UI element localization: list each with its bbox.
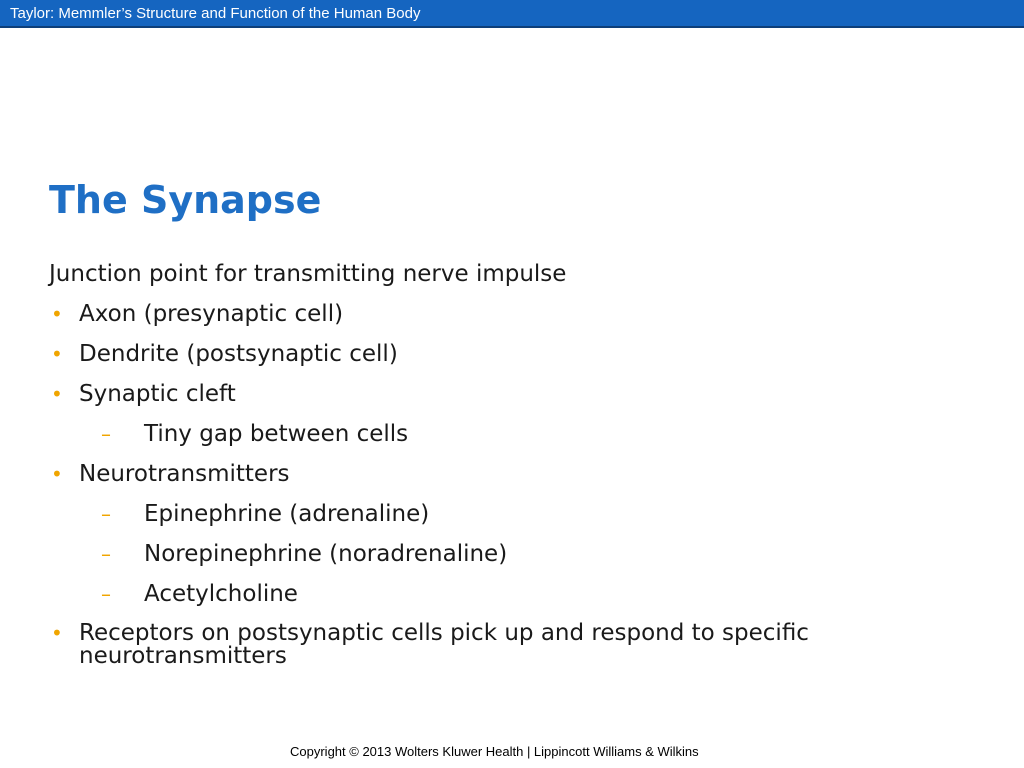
sub-bullet-item bbox=[49, 498, 949, 538]
sub-bullet-text: Norepinephrine (noradrenaline) bbox=[144, 541, 508, 567]
bullet-text: Axon (presynaptic cell) bbox=[79, 301, 344, 327]
header-text: Taylor: Memmler’s Structure and Function of the Human Body bbox=[10, 5, 421, 22]
bullet-icon: • bbox=[51, 382, 63, 406]
bullet-text: Synaptic cleft bbox=[79, 381, 236, 407]
dash-icon: – bbox=[101, 422, 111, 446]
bullet-icon: • bbox=[51, 302, 63, 326]
slide-title: The Synapse bbox=[49, 178, 322, 222]
bullet-icon: • bbox=[51, 621, 63, 645]
dash-icon: – bbox=[101, 502, 111, 526]
sub-bullet-text: Acetylcholine bbox=[144, 581, 298, 607]
bullet-item bbox=[49, 378, 949, 418]
bullet-text: Receptors on postsynaptic cells pick up and respond to specific neurotransmitters bbox=[79, 620, 809, 669]
bullet-text: Neurotransmitters bbox=[79, 461, 290, 487]
bullet-item bbox=[49, 338, 949, 378]
bullet-item bbox=[49, 618, 949, 668]
bullet-item bbox=[49, 298, 949, 338]
sub-bullet-item bbox=[49, 578, 949, 618]
bullet-item bbox=[49, 458, 949, 498]
bullet-icon: • bbox=[51, 342, 63, 366]
intro-text: Junction point for transmitting nerve impulse bbox=[49, 261, 567, 287]
dash-icon: – bbox=[101, 542, 111, 566]
sub-bullet-item bbox=[49, 538, 949, 578]
dash-icon: – bbox=[101, 582, 111, 606]
bullet-icon: • bbox=[51, 462, 63, 486]
bullet-text: Dendrite (postsynaptic cell) bbox=[79, 341, 398, 367]
sub-bullet-text: Epinephrine (adrenaline) bbox=[144, 501, 430, 527]
header-bar bbox=[0, 0, 1024, 28]
sub-bullet-item bbox=[49, 418, 949, 458]
slide-body bbox=[49, 258, 949, 668]
sub-bullet-text: Tiny gap between cells bbox=[144, 421, 409, 447]
copyright-footer: Copyright © 2013 Wolters Kluwer Health | Lippincott Williams & Wilkins bbox=[290, 744, 699, 759]
